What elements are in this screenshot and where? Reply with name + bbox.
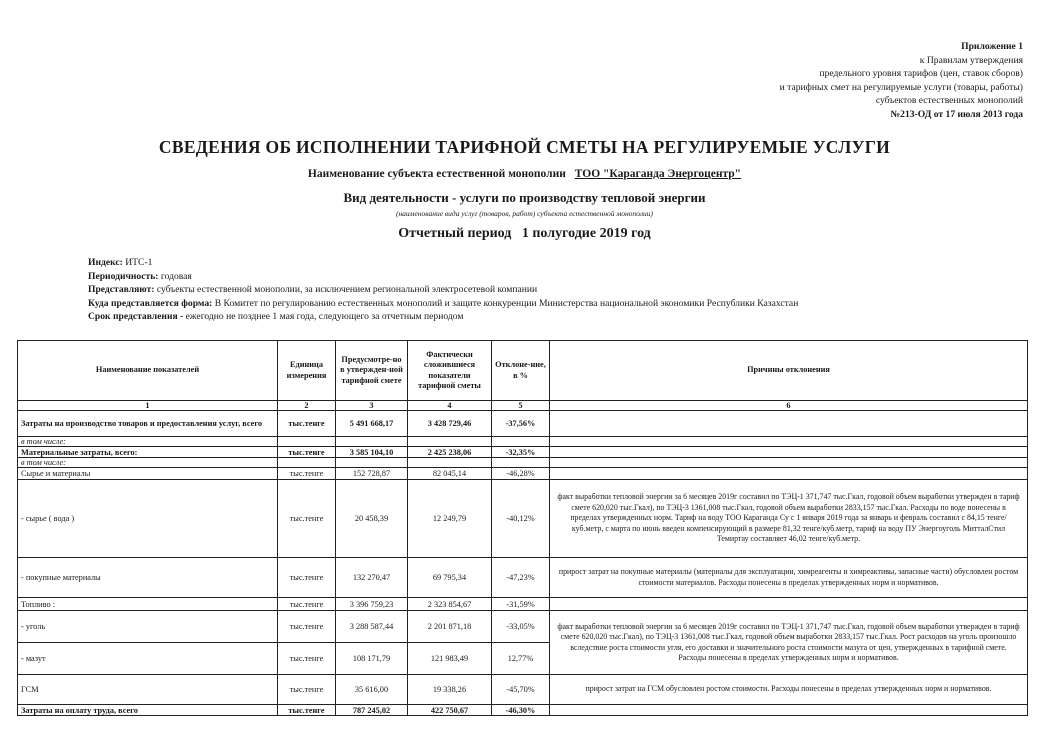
row-planned: 108 171,79	[336, 643, 408, 675]
row-deviation: -47,23%	[492, 558, 550, 598]
appendix-block	[703, 40, 1023, 122]
activity-note: (наименование вида услуг (товаров, работ) субъекта естественной монополии)	[395, 209, 654, 218]
appendix-title: Приложение 1	[961, 41, 1023, 52]
row-actual: 19 338,26	[408, 675, 492, 705]
row-name: - уголь	[18, 611, 278, 643]
header-unit: Единица измерения	[278, 341, 336, 401]
row-reason: факт выработки тепловой энергии за 6 месяцев 2019г составил по ТЭЦ-1 371,747 тыс.Гкал, годовой объем выработки утвержден в тариф смете 620,020 тыс.Гкал), по ТЭЦ-3 1361,008 тыс.Гкал, годовой объем выработки 2833,157 тыс.Гкал. Расходы по воде понесены в пределах утвержденных норм. Тариф на воду ТОО Караганда Су с 1 января 2019 года за январь и февраль составил с 84,15 тенге/куб.метр, с марта по июнь введен компенсирующий в размере 81,32 тенге/куб.метр, тариф на воду ПУ Энергоуголь МитталСтил Темиртау составляет 46,02 тенге/куб.метр.	[550, 480, 1028, 558]
row-unit: тыс.тенге	[278, 598, 336, 611]
row-unit: тыс.тенге	[278, 675, 336, 705]
column-number-row	[18, 401, 1028, 411]
row-actual: 422 750,67	[408, 705, 492, 716]
appendix-line: предельного уровня тарифов (цен, ставок сборов)	[819, 68, 1023, 80]
row-reason	[550, 598, 1028, 611]
table-row	[18, 458, 1028, 468]
row-planned: 35 616,00	[336, 675, 408, 705]
row-actual: 69 795,34	[408, 558, 492, 598]
row-name: Топливо :	[18, 598, 278, 611]
meta-deadline: Срок представления - ежегодно не позднее 1 мая года, следующего за отчетным периодом	[88, 311, 464, 323]
row-reason	[550, 468, 1028, 480]
row-deviation: -33,05%	[492, 611, 550, 643]
row-actual: 2 201 871,18	[408, 611, 492, 643]
row-planned: 20 458,39	[336, 480, 408, 558]
row-reason: прирост затрат на ГСМ обусловлен ростом стоимости. Расходы понесены в пределах утвержденных норм и нормативов.	[550, 675, 1028, 705]
row-planned: 132 270,47	[336, 558, 408, 598]
activity-line	[0, 190, 1049, 206]
appendix-order: №213-ОД от 17 июля 2013 года	[890, 108, 1023, 120]
meta-presenters: Представляют: субъекты естественной монополии, за исключением региональной электросетевой компании	[88, 284, 538, 296]
appendix-line: и тарифных смет на регулируемые услуги (товары, работы)	[779, 81, 1023, 93]
table-header-row	[18, 341, 1028, 401]
period-value: 1 полугодие 2019 год	[521, 226, 651, 241]
row-actual: 121 983,49	[408, 643, 492, 675]
row-unit: тыс.тенге	[278, 611, 336, 643]
page-title: СВЕДЕНИЯ ОБ ИСПОЛНЕНИИ ТАРИФНОЙ СМЕТЫ НА РЕГУЛИРУЕМЫЕ УСЛУГИ	[158, 137, 891, 157]
meta-periodicity: Периодичность: годовая	[88, 270, 192, 282]
tariff-report-table	[17, 340, 1028, 716]
table-row	[18, 705, 1028, 716]
row-name: Затраты на производство товаров и предоставления услуг, всего	[18, 411, 278, 437]
row-actual: 82 045,14	[408, 468, 492, 480]
appendix-line: к Правилам утверждения	[919, 54, 1023, 66]
meta-destination: Куда представляется форма: В Комитет по регулированию естественных монополий и защите конкуренции Министерства национальной экономики Республики Казахстан	[88, 297, 799, 309]
row-unit: тыс.тенге	[278, 447, 336, 458]
row-name: в том числе:	[18, 458, 278, 468]
meta-index: Индекс: ИТС-1	[88, 257, 153, 268]
table-row	[18, 437, 1028, 447]
row-deviation: -32,35%	[492, 447, 550, 458]
row-unit: тыс.тенге	[278, 480, 336, 558]
row-name: Затраты на оплату труда, всего	[18, 705, 278, 716]
row-unit: тыс.тенге	[278, 643, 336, 675]
row-planned: 787 245,02	[336, 705, 408, 716]
period-label: Отчетный период	[398, 226, 512, 241]
subject-label: Наименование субъекта естественной монополии	[307, 168, 566, 180]
row-name: - покупные материалы	[18, 558, 278, 598]
row-deviation: -40,12%	[492, 480, 550, 558]
row-planned: 5 491 668,17	[336, 411, 408, 437]
row-name: - мазут	[18, 643, 278, 675]
row-actual: 12 249,79	[408, 480, 492, 558]
column-number: 1	[18, 401, 278, 411]
row-deviation: 12,77%	[492, 643, 550, 675]
header-actual: Фактически сложившиеся показатели тарифной сметы	[408, 341, 492, 401]
table-row	[18, 447, 1028, 458]
row-planned: 3 288 587,44	[336, 611, 408, 643]
row-actual: 2 425 238,06	[408, 447, 492, 458]
column-number: 6	[550, 401, 1028, 411]
table-row	[18, 675, 1028, 705]
row-name: Материальные затраты, всего:	[18, 447, 278, 458]
row-deviation: -37,56%	[492, 411, 550, 437]
activity-label: Вид деятельности -	[343, 190, 457, 205]
fuel-reason: факт выработки тепловой энергии за 6 месяцев 2019г составил по ТЭЦ-1 371,747 тыс.Гкал, годовой объем выработки утвержден в тариф смете 620,020 тыс.Гкал), по ТЭЦ-3 1361,008 тыс.Гкал, годовой объем выработки 2833,157 тыс.Гкал. Рост расходов на уголь произошло вследствие роста стоимости угля, его доставки и значительного роста стоимости мазута от цен, утвержденных в тарифной смете. Расходы понесены в пределах утвержденных норм и нормативов.	[550, 611, 1028, 675]
column-number: 4	[408, 401, 492, 411]
row-planned: 3 396 759,23	[336, 598, 408, 611]
table-row	[18, 611, 1028, 643]
appendix-line: субъектов естественных монополий	[875, 95, 1023, 107]
period-line	[0, 226, 1049, 242]
row-actual: 2 323 854,67	[408, 598, 492, 611]
header-reasons: Причины отклонения	[550, 341, 1028, 401]
form-meta	[88, 256, 798, 324]
row-reason: прирост затрат на покупные материалы (материалы для эксплуатации, химреагенты и химреактивы, запасные части) обусловлен ростом стоимости материалов. Расходы понесены в пределах утвержденных норм и нормативов.	[550, 558, 1028, 598]
row-unit: тыс.тенге	[278, 468, 336, 480]
column-number: 3	[336, 401, 408, 411]
activity-value: услуги по производству тепловой энергии	[459, 190, 706, 205]
row-name: Сырье и материалы	[18, 468, 278, 480]
table-row	[18, 411, 1028, 437]
row-unit: тыс.тенге	[278, 705, 336, 716]
row-unit: тыс.тенге	[278, 411, 336, 437]
row-actual: 3 428 729,46	[408, 411, 492, 437]
header-name: Наименование показателей	[18, 341, 278, 401]
row-deviation: -31,59%	[492, 598, 550, 611]
row-name: в том числе:	[18, 437, 278, 447]
table-row	[18, 468, 1028, 480]
table-row	[18, 480, 1028, 558]
subject-value: ТОО "Караганда Энергоцентр"	[574, 168, 742, 180]
row-planned: 152 728,87	[336, 468, 408, 480]
row-reason	[550, 411, 1028, 437]
header-deviation: Отклоне-ние, в %	[492, 341, 550, 401]
row-reason	[550, 705, 1028, 716]
row-deviation: -45,70%	[492, 675, 550, 705]
column-number: 5	[492, 401, 550, 411]
header-planned: Предусмотре-но в утвержден-ной тарифной смете	[336, 341, 408, 401]
row-deviation: -46,28%	[492, 468, 550, 480]
row-name: ГСМ	[18, 675, 278, 705]
subject-line	[0, 168, 1049, 180]
table-row	[18, 598, 1028, 611]
row-name: - сырье ( вода )	[18, 480, 278, 558]
row-unit: тыс.тенге	[278, 558, 336, 598]
column-number: 2	[278, 401, 336, 411]
row-deviation: -46,30%	[492, 705, 550, 716]
row-reason	[550, 447, 1028, 458]
table-row	[18, 558, 1028, 598]
row-planned: 3 585 104,10	[336, 447, 408, 458]
